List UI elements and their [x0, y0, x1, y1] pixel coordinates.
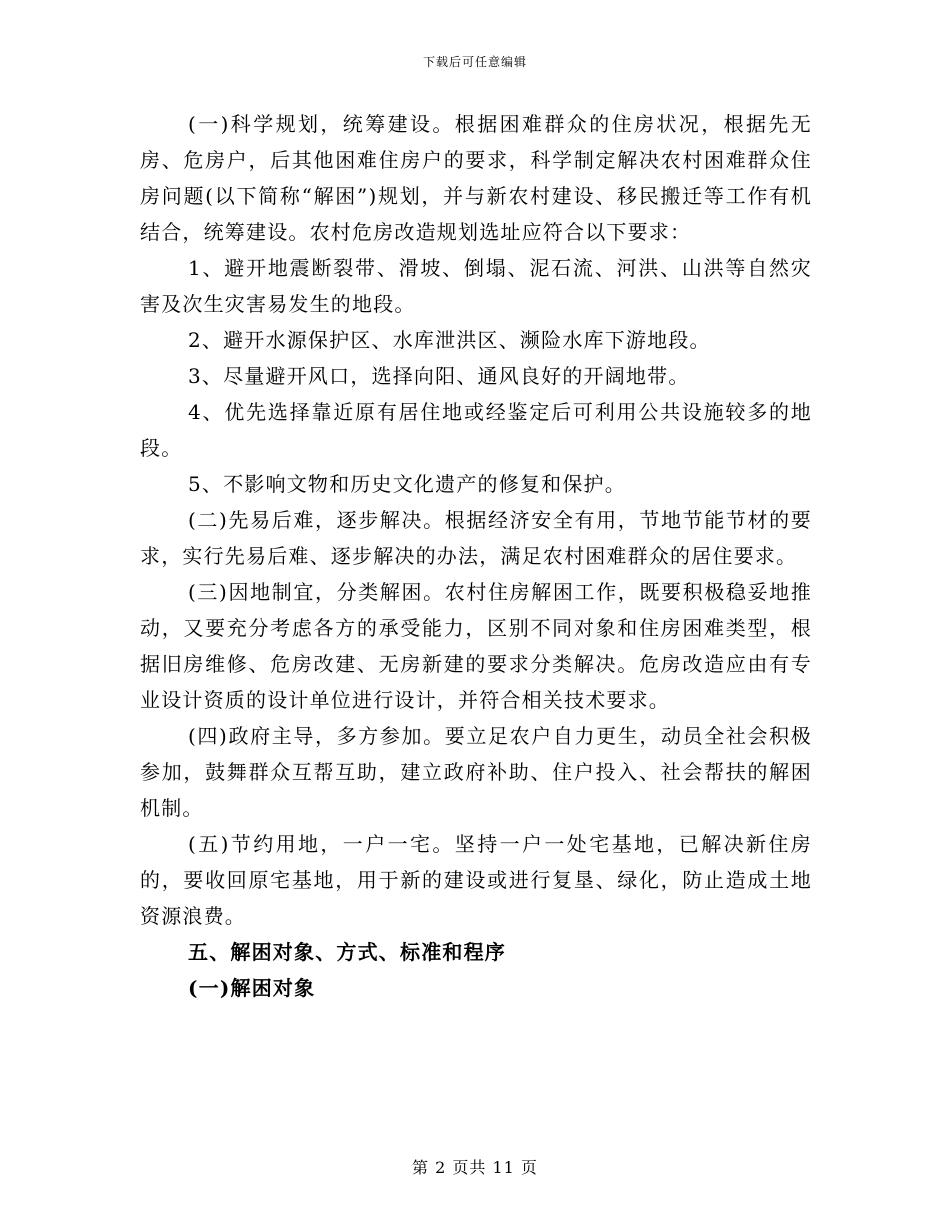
paragraph-site-req-4: 4、优先选择靠近原有居住地或经鉴定后可利用公共设施较多的地段。 — [140, 400, 812, 460]
paragraph-land-saving: (五)节约用地，一户一宅。坚持一户一处宅基地，已解决新住房的，要收回原宅基地，用于新的建设或进行复垦、绿化，防止造成土地资源浪费。 — [140, 832, 812, 928]
page-header: 下载后可任意编辑 — [422, 55, 527, 69]
page-number: 第 2 页共 11 页 — [412, 1158, 538, 1177]
paragraph-planning: (一)科学规划，统筹建设。根据困难群众的住房状况，根据先无房、危房户，后其他困难住房户的要求，科学制定解决农村困难群众住房问题(以下简称“解困”)规划，并与新农村建设、移民搬迁等工作有机结合，统筹建设。农村危房改造规划选址应符合以下要求： — [140, 112, 812, 244]
subsection-heading-targets: (一)解困对象 — [188, 976, 316, 1000]
paragraph-government-led: (四)政府主导，多方参加。要立足农户自力更生，动员全社会积极参加，鼓舞群众互帮互助，建立政府补助、住户投入、社会帮扶的解困机制。 — [140, 724, 812, 820]
paragraph-site-req-2: 2、避开水源保护区、水库泄洪区、濒险水库下游地段。 — [188, 328, 711, 352]
paragraph-local-conditions: (三)因地制宜，分类解困。农村住房解困工作，既要积极稳妥地推动，又要充分考虑各方的承受能力，区别不同对象和住房困难类型，根据旧房维修、危房改建、无房新建的要求分类解决。危房改造应由有专业设计资质的设计单位进行设计，并符合相关技术要求。 — [140, 580, 812, 712]
section-heading-five: 五、解困对象、方式、标准和程序 — [188, 940, 506, 964]
paragraph-site-req-3: 3、尽量避开风口，选择向阳、通风良好的开阔地带。 — [188, 364, 690, 388]
document-body — [140, 106, 812, 1006]
paragraph-site-req-1: 1、避开地震断裂带、滑坡、倒塌、泥石流、河洪、山洪等自然灾害及次生灾害易发生的地段。 — [140, 256, 812, 316]
paragraph-easy-first: (二)先易后难，逐步解决。根据经济安全有用，节地节能节材的要求，实行先易后难、逐步解决的办法，满足农村困难群众的居住要求。 — [140, 508, 812, 568]
paragraph-site-req-5: 5、不影响文物和历史文化遗产的修复和保护。 — [188, 472, 626, 496]
